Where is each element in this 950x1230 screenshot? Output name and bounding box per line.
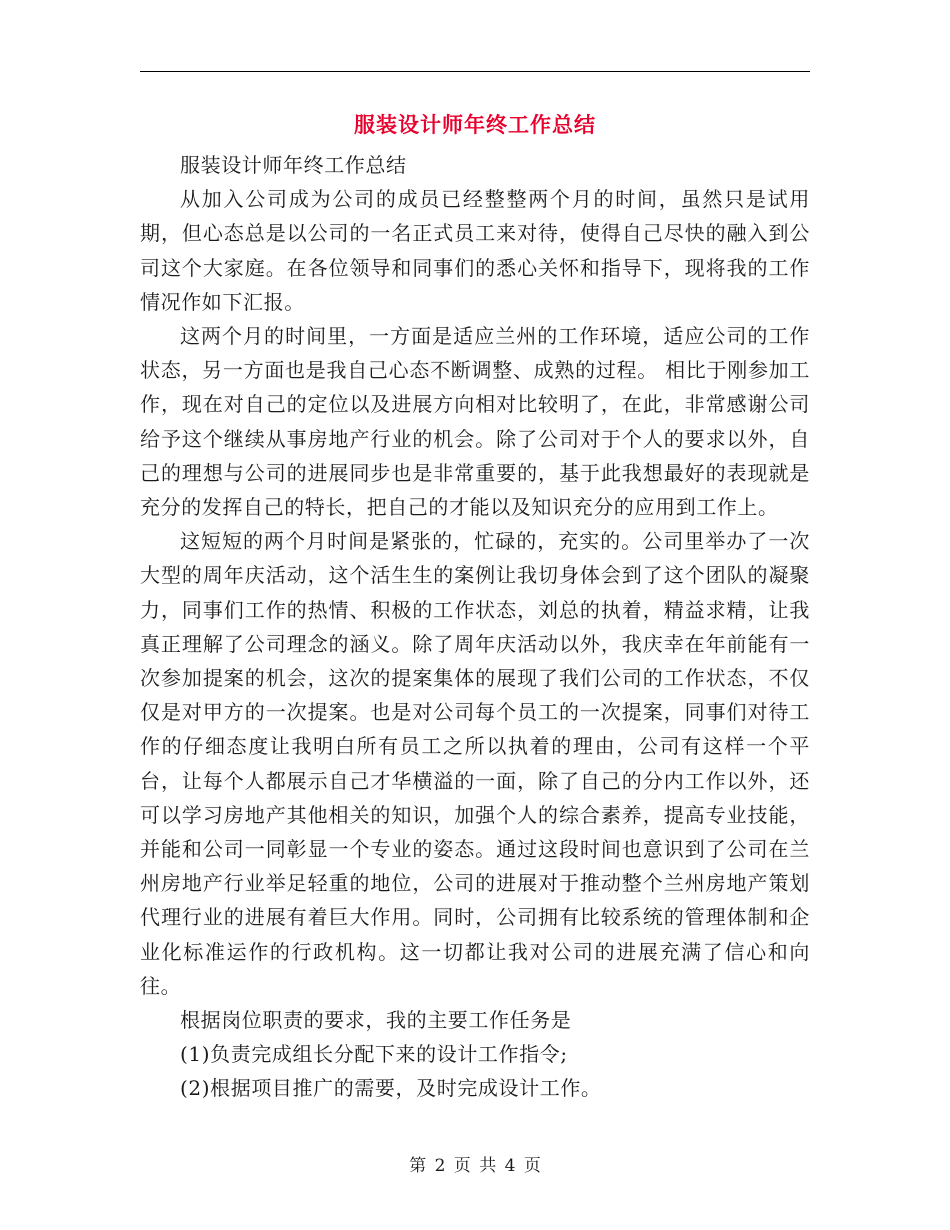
body-paragraph: 服装设计师年终工作总结 [180, 153, 407, 177]
list-item: (1)负责完成组长分配下来的设计工作指令; [180, 1042, 568, 1067]
body-paragraph: 从加入公司成为公司的成员已经整整两个月的时间，虽然只是试用期，但心态总是以公司的一名正式员工来对待，使得自己尽快的融入到公司这个大家庭。在各位领导和同事们的悉心关怀和指导下，现将我的工作情况作如下汇报。 [140, 187, 810, 314]
document-body [140, 148, 810, 1106]
page-number-footer: 第 2 页 共 4 页 [409, 1156, 541, 1176]
body-paragraph: 这短短的两个月时间是紧张的，忙碌的，充实的。公司里举办了一次大型的周年庆活动，这个活生生的案例让我切身体会到了这个团队的凝聚力，同事们工作的热情、积极的工作状态，刘总的执着，精益求精，让我真正理解了公司理念的涵义。除了周年庆活动以外，我庆幸在年前能有一次参加提案的机会，这次的提案集体的展现了我们公司的工作状态，不仅仅是对甲方的一次提案。也是对公司每个员工的一次提案，同事们对待工作的仔细态度让我明白所有员工之所以执着的理由，公司有这样一个平台，让每个人都展示自己才华横溢的一面，除了自己的分内工作以外，还可以学习房地产其他相关的知识，加强个人的综合素养，提高专业技能，并能和公司一同彰显一个专业的姿态。通过这段时间也意识到了公司在兰州房地产行业举足轻重的地位，公司的进展对于推动整个兰州房地产策划代理行业的进展有着巨大作用。同时，公司拥有比较系统的管理体制和企业化标准运作的行政机构。这一切都让我对公司的进展充满了信心和向往。 [140, 529, 810, 998]
header-divider [140, 71, 810, 72]
body-paragraph: 这两个月的时间里，一方面是适应兰州的工作环境，适应公司的工作状态，另一方面也是我自己心态不断调整、成熟的过程。 相比于刚参加工作，现在对自己的定位以及进展方向相对比较明了，在此，非常感谢公司给予这个继续从事房地产行业的机会。除了公司对于个人的要求以外，自己的理想与公司的进展同步也是非常重要的，基于此我想最好的表现就是充分的发挥自己的特长，把自己的才能以及知识充分的应用到工作上。 [140, 324, 810, 520]
list-item: (2)根据项目推广的需要，及时完成设计工作。 [180, 1076, 602, 1101]
body-paragraph: 根据岗位职责的要求，我的主要工作任务是 [180, 1008, 572, 1033]
document-title: 服装设计师年终工作总结 [354, 112, 596, 137]
